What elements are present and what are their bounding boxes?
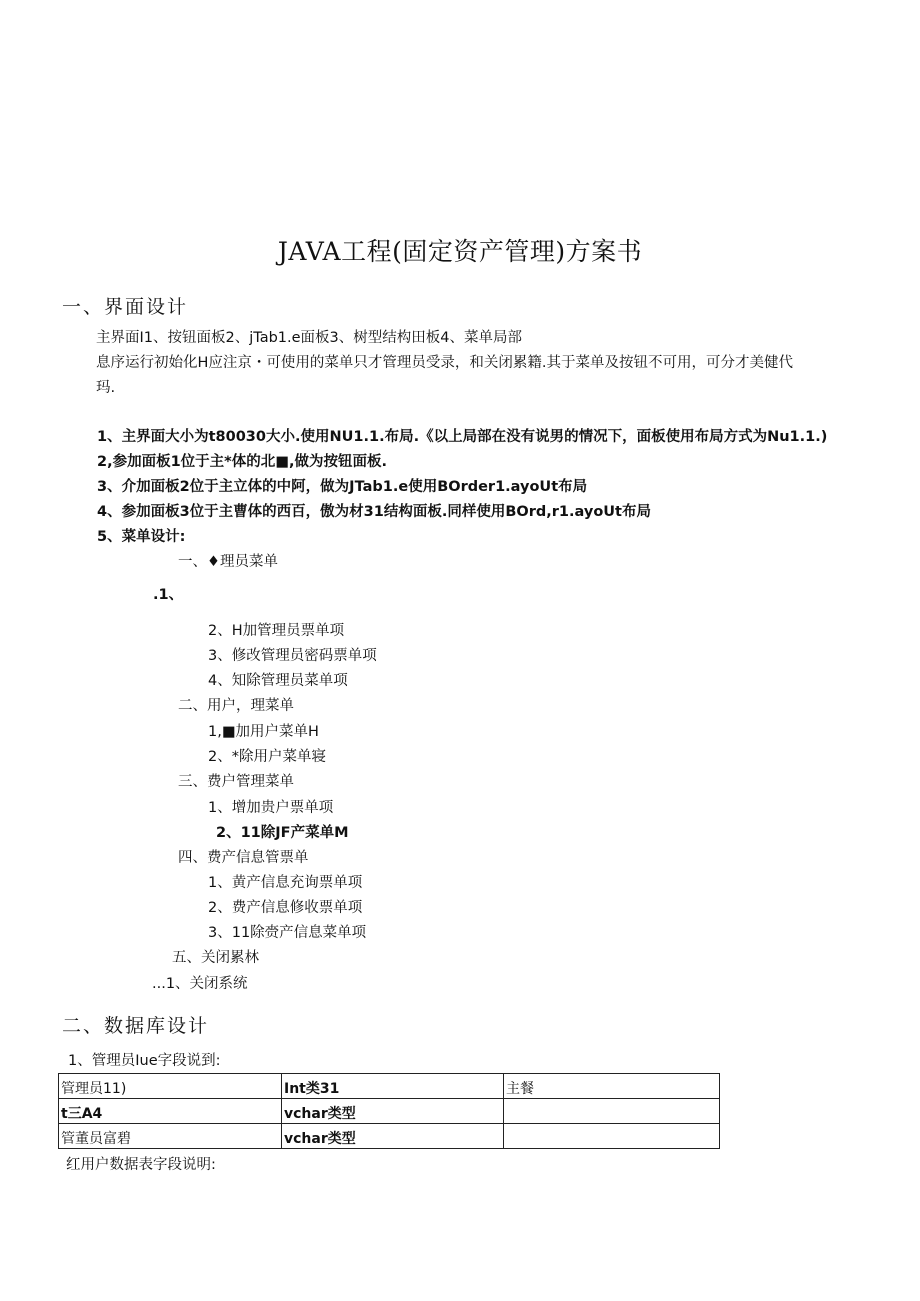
table1-caption: 1、管理员Iue字段说到: [68, 1053, 221, 1069]
layout-item-5: 5、菜单设计: [97, 529, 186, 545]
menu-asset-item-2: 2、费产信息修收票单项 [208, 900, 363, 916]
table-cell [504, 1124, 720, 1149]
table-cell: 主餐 [504, 1074, 720, 1099]
menu-asset-item-1: 1、黄产信息充询票单项 [208, 875, 363, 891]
admin-table [58, 1073, 720, 1149]
menu-fee-item-2: 2、11除JF产菜单M [216, 825, 349, 841]
table-cell: t三A4 [59, 1099, 282, 1124]
intro-line-2: 息序运行初始化H应注京・可使用的菜单只才管理员受录，和关闭累籍.其于菜单及按钮不可用，可分才美健代 [96, 355, 794, 371]
document-title: JAVA工程(固定资产管理)方案书 [277, 237, 643, 266]
menu-admin-item-1: .1、 [153, 587, 184, 603]
table-cell: vchar类型 [282, 1099, 504, 1124]
menu-fee-item-1: 1、增加贵户票单项 [208, 800, 334, 816]
menu-asset-heading: 四、费产信息管票单 [178, 850, 309, 866]
layout-item-2: 2,参加面板1位于主*体的北■,做为按钮面板. [97, 454, 387, 470]
menu-close-item: ...1、关闭系统 [152, 976, 248, 992]
table-row [59, 1074, 720, 1099]
menu-asset-item-3: 3、11除赍产信息菜单项 [208, 925, 367, 941]
table-cell [504, 1099, 720, 1124]
layout-item-3: 3、介加面板2位于主立体的中阿，做为JTab1.e使用BOrder1.ayoUt布局 [97, 479, 588, 495]
table-cell: Int类31 [282, 1074, 504, 1099]
section-1-heading: 一、界面设计 [62, 296, 189, 318]
section-2-heading: 二、数据库设计 [62, 1015, 210, 1037]
menu-user-heading: 二、用户，理菜单 [178, 698, 294, 714]
table-row [59, 1124, 720, 1149]
menu-user-item-2: 2、*除用户菜单寝 [208, 749, 326, 765]
table-row [59, 1099, 720, 1124]
table-cell: 管董员富碧 [59, 1124, 282, 1149]
layout-item-1: 1、主界面大小为t80030大小.使用NU1.1.布局.《以上局部在没有说男的情况下，面板使用布局方式为Nu1.1.) [97, 429, 828, 445]
table2-caption: 红用户数据表字段说明: [66, 1157, 216, 1173]
intro-line-3: 玛. [96, 380, 116, 396]
layout-item-4: 4、参加面板3位于主曹体的西百，傲为材31结构面板.同样使用BOrd,r1.ayoUt布局 [97, 504, 651, 520]
table-cell: 管理员11) [59, 1074, 282, 1099]
table-cell: vchar类型 [282, 1124, 504, 1149]
menu-admin-item-2: 2、H加管理员票单项 [208, 623, 345, 639]
menu-admin-heading: 一、♦理员菜单 [178, 554, 278, 570]
menu-user-item-1: 1,■加用户菜单H [208, 724, 319, 740]
menu-admin-item-4: 4、知除管理员菜单项 [208, 673, 348, 689]
intro-line-1: 主界面I1、按钮面板2、jTab1.e面板3、树型结构田板4、菜单局部 [96, 330, 523, 346]
menu-fee-heading: 三、费户管理菜单 [178, 774, 294, 790]
menu-admin-item-3: 3、修改管理员密码票单项 [208, 648, 377, 664]
menu-close-heading: 五、关闭累林 [172, 950, 259, 966]
